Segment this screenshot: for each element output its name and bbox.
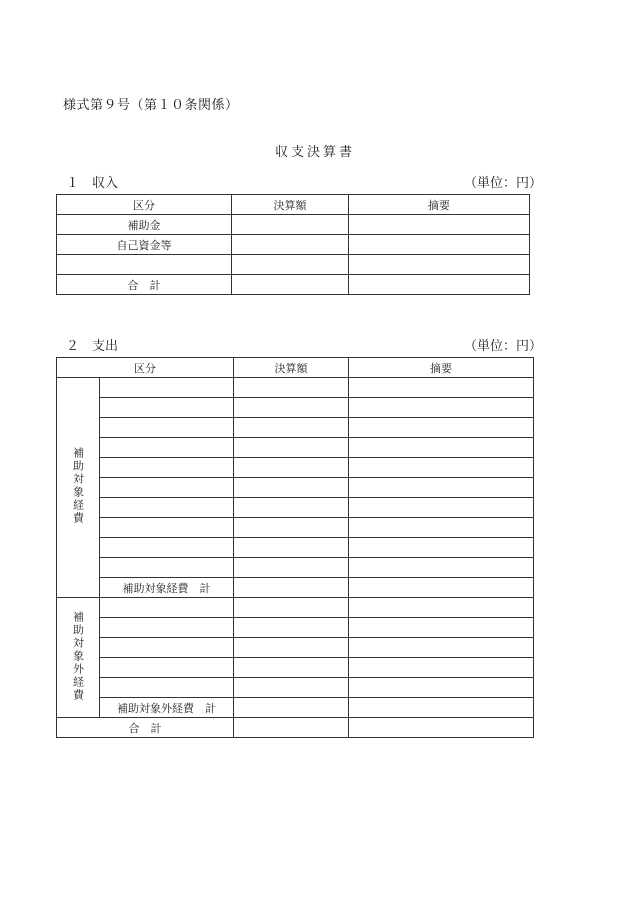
- amount-cell[interactable]: [234, 518, 349, 538]
- income-row-label: 自己資金等: [57, 235, 232, 255]
- table-header-row: [57, 195, 530, 215]
- table-row: [57, 658, 534, 678]
- table-row: [57, 518, 534, 538]
- amount-cell[interactable]: [234, 498, 349, 518]
- non-subsidy-group-label: 補助対象外経費: [57, 598, 100, 718]
- amount-cell[interactable]: [234, 558, 349, 578]
- subsidy-target-group-label: 補助対象経費: [57, 378, 100, 598]
- remarks-cell[interactable]: [349, 598, 534, 618]
- table-row: [57, 458, 534, 478]
- form-number: 様式第９号（第１０条関係）: [63, 98, 239, 113]
- total-row: [57, 275, 530, 295]
- table-row: [57, 638, 534, 658]
- table-header-row: [57, 358, 534, 378]
- amount-cell[interactable]: [234, 658, 349, 678]
- table-row: [57, 215, 530, 235]
- item-cell[interactable]: [100, 598, 234, 618]
- item-cell[interactable]: [100, 658, 234, 678]
- income-row-label: 補助金: [57, 215, 232, 235]
- item-cell[interactable]: [100, 638, 234, 658]
- remarks-cell[interactable]: [349, 458, 534, 478]
- income-table: [56, 194, 530, 295]
- remarks-cell[interactable]: [349, 618, 534, 638]
- header-amount: 決算額: [234, 358, 349, 378]
- remarks-cell[interactable]: [349, 235, 530, 255]
- amount-cell[interactable]: [234, 538, 349, 558]
- total-label: 合 計: [57, 718, 234, 738]
- amount-cell[interactable]: [234, 458, 349, 478]
- header-category: 区分: [57, 358, 234, 378]
- remarks-cell[interactable]: [349, 438, 534, 458]
- subsidy-target-subtotal-label: 補助対象経費 計: [100, 578, 234, 598]
- subtotal-row: [57, 578, 534, 598]
- amount-cell[interactable]: [234, 598, 349, 618]
- table-row: [57, 498, 534, 518]
- item-cell[interactable]: [100, 458, 234, 478]
- table-row: [57, 598, 534, 618]
- table-row: [57, 378, 534, 398]
- item-cell[interactable]: [100, 558, 234, 578]
- amount-cell[interactable]: [232, 255, 349, 275]
- amount-cell[interactable]: [232, 215, 349, 235]
- table-row: [57, 618, 534, 638]
- item-cell[interactable]: [100, 518, 234, 538]
- table-row: [57, 558, 534, 578]
- item-cell[interactable]: [100, 378, 234, 398]
- amount-cell[interactable]: [232, 275, 349, 295]
- remarks-cell[interactable]: [349, 275, 530, 295]
- header-remarks: 摘要: [349, 195, 530, 215]
- remarks-cell[interactable]: [349, 538, 534, 558]
- item-cell[interactable]: [100, 418, 234, 438]
- amount-cell[interactable]: [234, 478, 349, 498]
- document-title: 収支決算書: [274, 145, 355, 160]
- remarks-cell[interactable]: [349, 255, 530, 275]
- subtotal-row: [57, 698, 534, 718]
- item-cell[interactable]: [100, 618, 234, 638]
- remarks-cell[interactable]: [349, 478, 534, 498]
- table-row: [57, 398, 534, 418]
- table-row: [57, 538, 534, 558]
- non-subsidy-subtotal-label: 補助対象外経費 計: [100, 698, 234, 718]
- remarks-cell[interactable]: [349, 398, 534, 418]
- item-cell[interactable]: [100, 398, 234, 418]
- item-cell[interactable]: [100, 478, 234, 498]
- remarks-cell[interactable]: [349, 378, 534, 398]
- remarks-cell[interactable]: [349, 638, 534, 658]
- amount-cell[interactable]: [234, 718, 349, 738]
- remarks-cell[interactable]: [349, 658, 534, 678]
- income-heading: １ 収入: [66, 176, 119, 191]
- remarks-cell[interactable]: [349, 558, 534, 578]
- amount-cell[interactable]: [234, 698, 349, 718]
- item-cell[interactable]: [100, 678, 234, 698]
- table-row: [57, 418, 534, 438]
- remarks-cell[interactable]: [349, 698, 534, 718]
- amount-cell[interactable]: [234, 418, 349, 438]
- table-row: [57, 255, 530, 275]
- amount-cell[interactable]: [234, 618, 349, 638]
- remarks-cell[interactable]: [349, 498, 534, 518]
- amount-cell[interactable]: [234, 678, 349, 698]
- header-category: 区分: [57, 195, 232, 215]
- amount-cell[interactable]: [234, 638, 349, 658]
- amount-cell[interactable]: [234, 578, 349, 598]
- amount-cell[interactable]: [234, 398, 349, 418]
- amount-cell[interactable]: [232, 235, 349, 255]
- amount-cell[interactable]: [234, 438, 349, 458]
- remarks-cell[interactable]: [349, 418, 534, 438]
- expense-table: [56, 357, 534, 738]
- remarks-cell[interactable]: [349, 215, 530, 235]
- remarks-cell[interactable]: [349, 678, 534, 698]
- expense-heading: ２ 支出: [66, 339, 119, 354]
- remarks-cell[interactable]: [349, 718, 534, 738]
- table-row: [57, 438, 534, 458]
- item-cell[interactable]: [100, 438, 234, 458]
- table-row: [57, 478, 534, 498]
- income-unit: （単位：円）: [463, 176, 542, 191]
- remarks-cell[interactable]: [349, 518, 534, 538]
- income-row-label[interactable]: [57, 255, 232, 275]
- total-label: 合 計: [57, 275, 232, 295]
- amount-cell[interactable]: [234, 378, 349, 398]
- item-cell[interactable]: [100, 498, 234, 518]
- item-cell[interactable]: [100, 538, 234, 558]
- total-row: [57, 718, 534, 738]
- header-remarks: 摘要: [349, 358, 534, 378]
- expense-unit: （単位：円）: [463, 339, 542, 354]
- table-row: [57, 678, 534, 698]
- remarks-cell[interactable]: [349, 578, 534, 598]
- table-row: [57, 235, 530, 255]
- header-amount: 決算額: [232, 195, 349, 215]
